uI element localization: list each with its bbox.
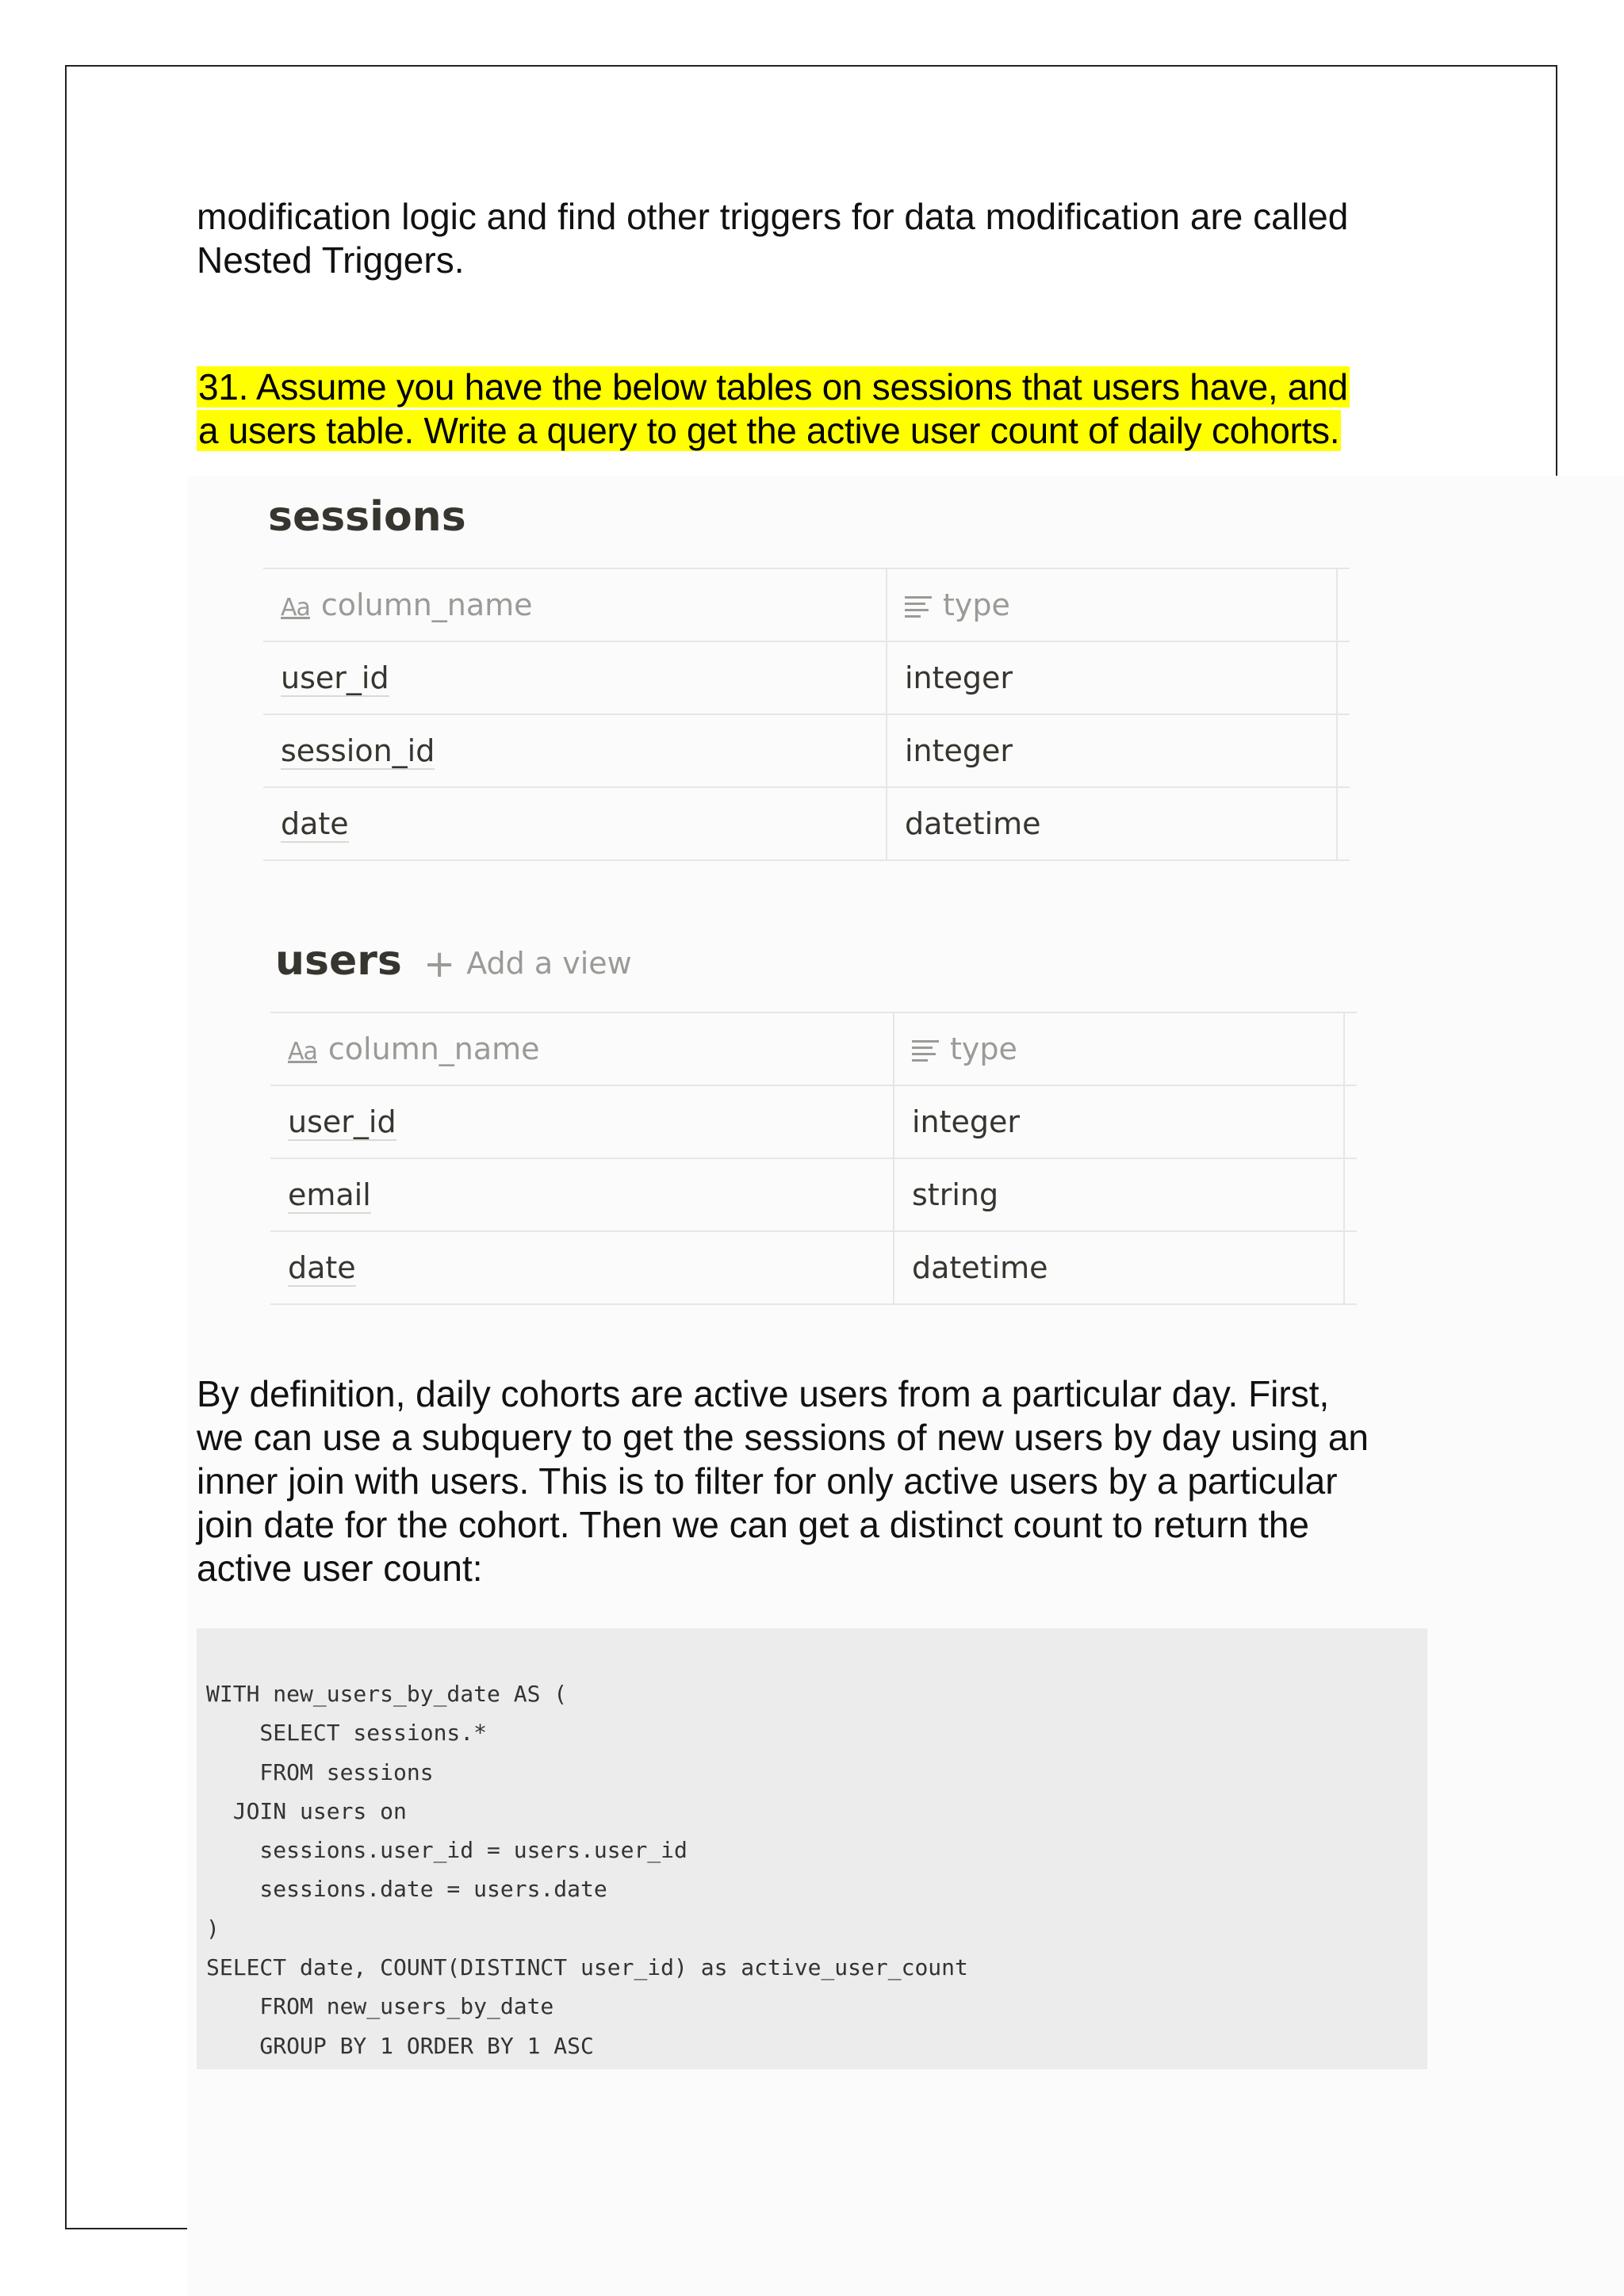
column-name-cell[interactable] [270, 1085, 894, 1158]
code-line: SELECT date, COUNT(DISTINCT user_id) as active_user_count [206, 1954, 968, 1981]
type-cell[interactable] [894, 1158, 1344, 1231]
add-view-button[interactable] [423, 942, 632, 986]
explanation-line: By definition, daily cohorts are active users from a particular day. First, [197, 1373, 1330, 1414]
type-header-label: type [943, 587, 1010, 622]
column-name-value: date [288, 1250, 356, 1285]
type-cell[interactable] [887, 787, 1337, 860]
type-value: datetime [905, 806, 1041, 841]
type-value: integer [905, 733, 1013, 768]
code-line: JOIN users on [206, 1797, 407, 1824]
sessions-table-title: sessions [268, 493, 466, 541]
users-table [270, 1012, 1357, 1305]
table-row[interactable] [270, 1158, 1357, 1231]
column-name-header[interactable] [270, 1012, 894, 1085]
column-name-header-label: column_name [327, 1031, 540, 1066]
type-header[interactable] [894, 1012, 1344, 1085]
explanation-line: inner join with users. This is to filter for only active users by a particular [197, 1460, 1338, 1502]
column-name-value: user_id [288, 1104, 396, 1139]
table-row[interactable] [263, 787, 1350, 860]
type-cell[interactable] [894, 1085, 1344, 1158]
list-lines-icon [912, 1040, 939, 1061]
type-cell[interactable] [887, 641, 1337, 714]
column-name-value: user_id [281, 660, 389, 695]
intro-line: modification logic and find other triggers for data modification are called [197, 196, 1349, 237]
column-name-cell[interactable] [263, 641, 887, 714]
sql-code-block [197, 1628, 1427, 2069]
table-header-row [270, 1012, 1357, 1085]
explanation-line: join date for the cohort. Then we can get a distinct count to return the [197, 1504, 1309, 1545]
text-property-icon: Aa [288, 1038, 317, 1066]
plus-icon: + [423, 942, 456, 986]
code-line: sessions.date = users.date [206, 1876, 607, 1903]
sessions-table [263, 568, 1350, 861]
column-name-header-label: column_name [320, 587, 533, 622]
table-edge [1344, 1158, 1357, 1231]
question-line: 31. Assume you have the below tables on sessions that users have, and [198, 366, 1348, 408]
column-name-cell[interactable] [263, 714, 887, 787]
list-lines-icon [905, 596, 932, 617]
column-name-cell[interactable] [270, 1231, 894, 1304]
intro-paragraph [197, 195, 1434, 282]
table-header-row [263, 568, 1350, 641]
column-name-value: email [288, 1177, 371, 1212]
code-line: FROM sessions [206, 1758, 434, 1785]
explanation-line: active user count: [197, 1548, 483, 1589]
table-row[interactable] [270, 1231, 1357, 1304]
add-view-label: Add a view [466, 946, 632, 981]
question-heading [197, 365, 1434, 453]
type-cell[interactable] [894, 1231, 1344, 1304]
intro-line: Nested Triggers. [197, 239, 465, 281]
table-edge [1344, 1012, 1357, 1085]
code-line: SELECT sessions.* [206, 1720, 488, 1747]
explanation-paragraph [197, 1372, 1434, 1590]
type-value: integer [905, 660, 1013, 695]
column-name-value: date [281, 806, 349, 841]
table-edge [1337, 787, 1350, 860]
type-header-label: type [950, 1031, 1017, 1066]
text-property-icon: Aa [281, 594, 310, 622]
type-value: string [912, 1177, 999, 1212]
type-value: datetime [912, 1250, 1048, 1285]
type-header[interactable] [887, 568, 1337, 641]
explanation-line: we can use a subquery to get the sessions of new users by day using an [197, 1417, 1369, 1458]
code-line: GROUP BY 1 ORDER BY 1 ASC [206, 2032, 594, 2059]
table-edge [1344, 1231, 1357, 1304]
column-name-cell[interactable] [270, 1158, 894, 1231]
table-row[interactable] [263, 641, 1350, 714]
table-edge [1337, 568, 1350, 641]
column-name-value: session_id [281, 733, 435, 768]
table-row[interactable] [263, 714, 1350, 787]
code-line: FROM new_users_by_date [206, 1993, 554, 2020]
question-line: a users table. Write a query to get the active user count of daily cohorts. [198, 410, 1340, 451]
table-edge [1337, 641, 1350, 714]
table-edge [1337, 714, 1350, 787]
column-name-cell[interactable] [263, 787, 887, 860]
type-value: integer [912, 1104, 1021, 1139]
type-cell[interactable] [887, 714, 1337, 787]
table-row[interactable] [270, 1085, 1357, 1158]
table-edge [1344, 1085, 1357, 1158]
column-name-header[interactable] [263, 568, 887, 641]
code-line: ) [206, 1915, 220, 1942]
code-line: WITH new_users_by_date AS ( [206, 1681, 568, 1707]
users-table-title: users [275, 937, 402, 985]
code-line: sessions.user_id = users.user_id [206, 1837, 688, 1864]
